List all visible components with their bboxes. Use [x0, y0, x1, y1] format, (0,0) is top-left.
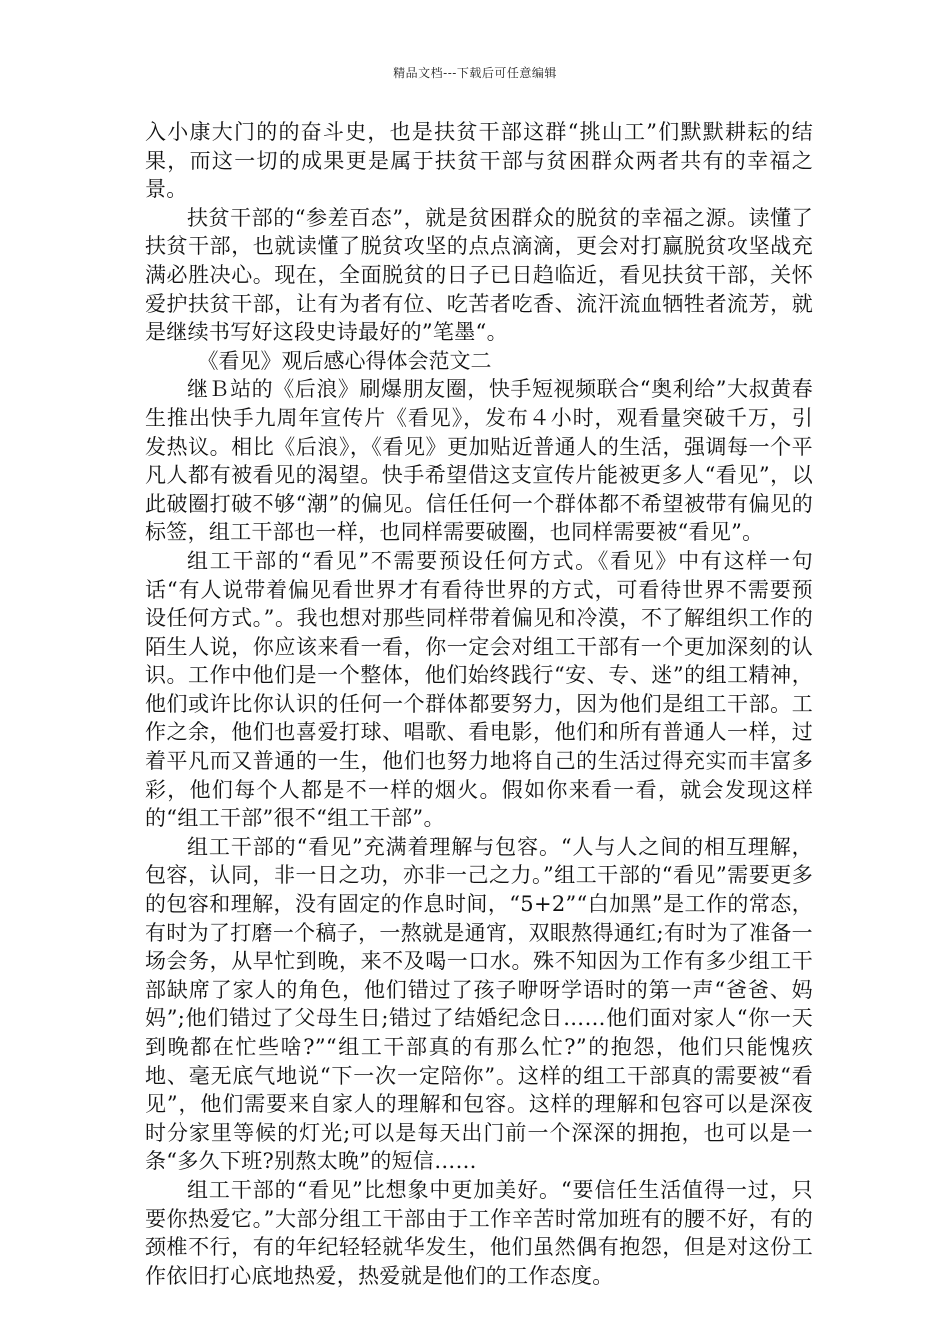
section-subtitle: 《看见》观后感心得体会范文二: [197, 348, 492, 373]
paragraph-2: 扶贫干部的“参差百态”，就是贫困群众的脱贫的幸福之源。读懂了扶贫干部，也就读懂了脱贫攻坚的点点滴滴，更会对打赢脱贫攻坚战充满必胜决心。现在，全面脱贫的日子已日趋临近，看见扶贫干部，关怀爱护扶贫干部，让有为者有位、吃苦者吃香、流汗流血牺牲者流芳，就是继续书写好这段史诗最好的”笔墨“。: [145, 205, 813, 345]
page-header: 精品文档---下载后可任意编辑: [393, 66, 557, 80]
paragraph-5: 组工干部的“看见”充满着理解与包容。“人与人之间的相互理解，包容，认同，非一日之功，亦非一己之力。”组工干部的“看见”需要更多的包容和理解，没有固定的作息时间，“5+2”“白加黑”是工作的常态，有时为了打磨一个稿子，一熬就是通宵，双眼熬得通红;有时为了准备一场会务，从早忙到晚，来不及喝一口水。殊不知因为工作有多少组工干部缺席了家人的角色，他们错过了孩子咿呀学语时的第一声“爸爸、妈妈”;他们错过了父母生日;错过了结婚纪念日……他们面对家人“你一天到晚都在忙些啥?”“组工干部真的有那么忙?”的抱怨，他们只能愧疚地、毫无底气地说“下一次一定陪你”。这样的组工干部真的需要被“看见”，他们需要来自家人的理解和包容。这样的理解和包容可以是深夜时分家里等候的灯光;可以是每天出门前一个深深的拥抱，也可以是一条“多久下班?别熬太晚”的短信……: [145, 834, 813, 1174]
paragraph-1: 入小康大门的的奋斗史，也是扶贫干部这群“挑山工”们默默耕耘的结果，而这一切的成果更是属于扶贫干部与贫困群众两者共有的幸福之景。: [145, 120, 813, 202]
paragraph-6: 组工干部的“看见”比想象中更加美好。“要信任生活值得一过，只要你热爱它。”大部分组工干部由于工作辛苦时常加班有的腰不好，有的颈椎不行，有的年纪轻轻就华发生，他们虽然偶有抱怨，但是对这份工作依旧打心底地热爱，热爱就是他们的工作态度。: [145, 1177, 813, 1288]
document-body: [145, 118, 813, 1290]
paragraph-4: 组工干部的“看见”不需要预设任何方式。《看见》中有这样一句话“有人说带着偏见看世界才有看待世界的方式，可看待世界不需要预设任何方式。”。我也想对那些同样带着偏见和冷漠，不了解组织工作的陌生人说，你应该来看一看，你一定会对组工干部有一个更加深刻的认识。工作中他们是一个整体，他们始终践行“安、专、迷”的组工精神，他们或许比你认识的任何一个群体都要努力，因为他们是组工干部。工作之余，他们也喜爱打球、唱歌、看电影，他们和所有普通人一样，过着平凡而又普通的一生，他们也努力地将自己的生活过得充实而丰富多彩，他们每个人都是不一样的烟火。假如你来看一看，就会发现这样的“组工干部”很不“组工干部”。: [145, 548, 813, 831]
paragraph-3: 继Ｂ站的《后浪》刷爆朋友圈，快手短视频联合“奥利给”大叔黄春生推出快手九周年宣传片《看见》，发布４小时，观看量突破千万，引发热议。相比《后浪》，《看见》更加贴近普通人的生活，强调每一个平凡人都有被看见的渴望。快手希望借这支宣传片能被更多人“看见”，以此破圈打破不够“潮”的偏见。信任任何一个群体都不希望被带有偏见的标签，组工干部也一样，也同样需要破圈，也同样需要被“看见”。: [145, 377, 813, 545]
